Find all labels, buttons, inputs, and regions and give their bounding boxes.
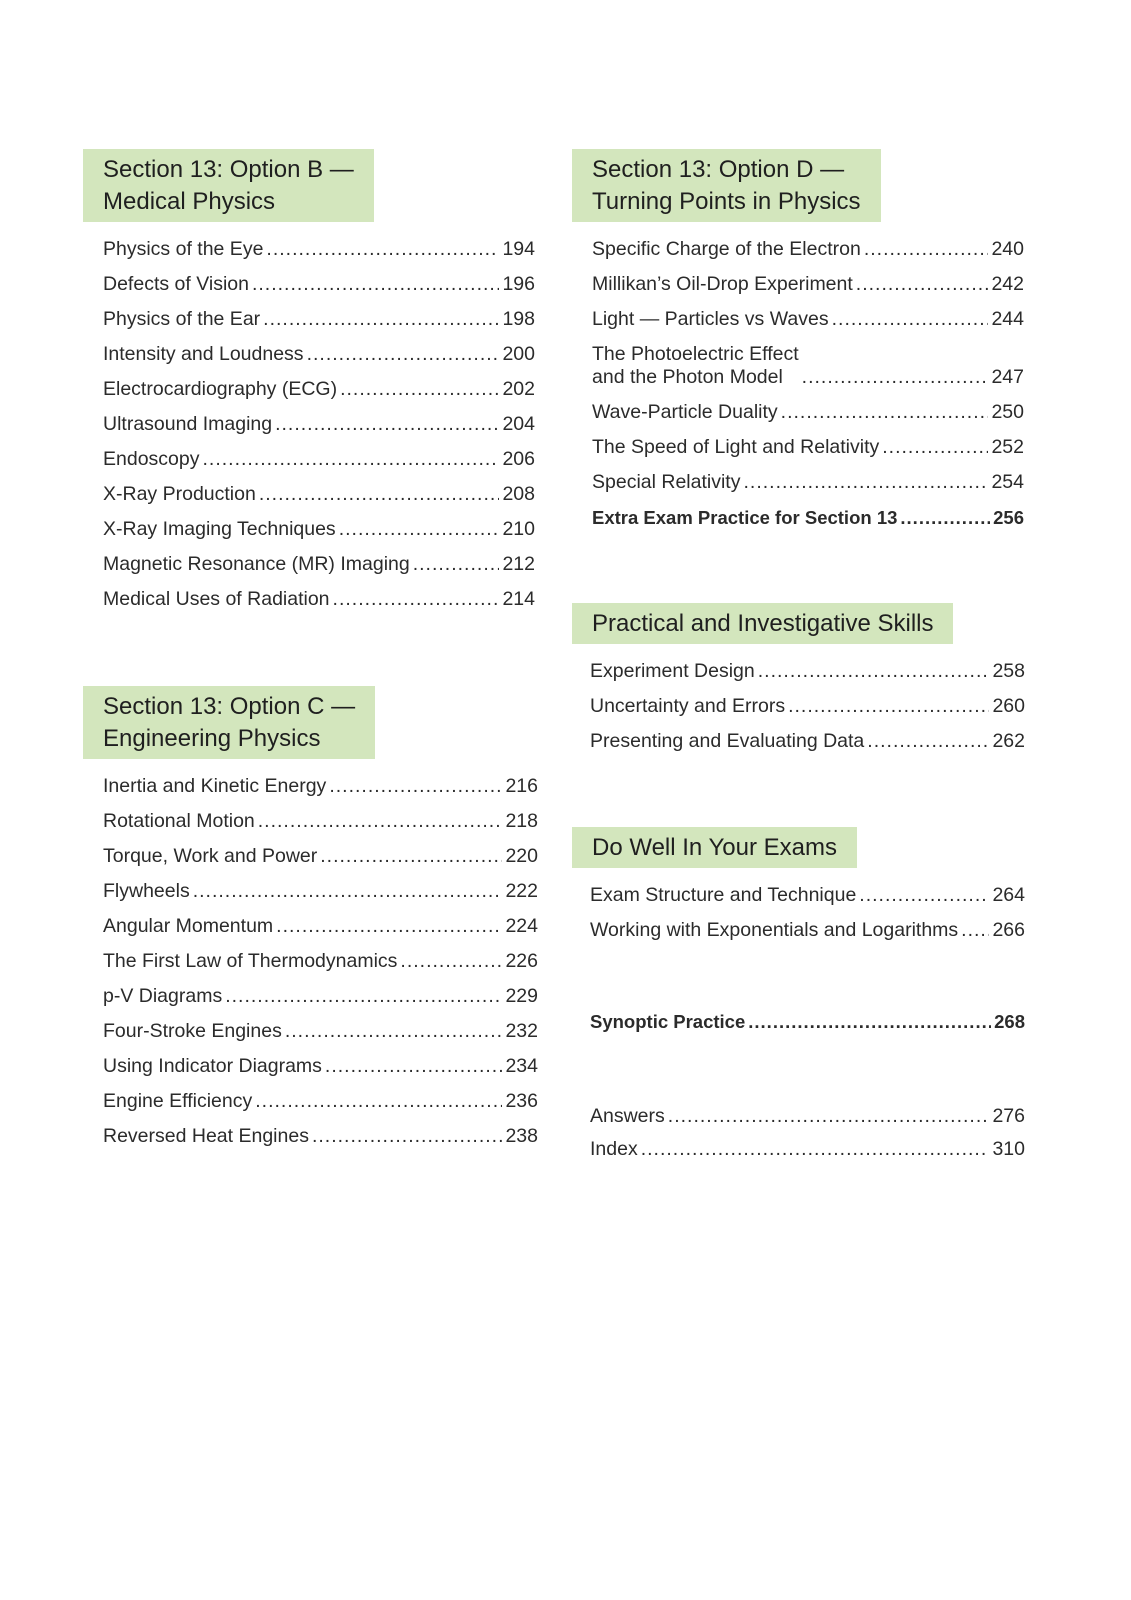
dot-leader [961,919,989,942]
toc-entry[interactable] [590,660,1025,683]
toc-entry[interactable] [103,518,535,541]
toc-entry[interactable] [103,343,535,366]
toc-entry[interactable] [103,273,535,296]
dot-leader [859,884,989,907]
heading-line: Engineering Physics [103,725,321,752]
entry-title: The Speed of Light and Relativity [592,436,880,458]
dot-leader [864,238,989,261]
toc-entry[interactable] [590,1138,1025,1161]
dot-leader [312,1125,503,1148]
heading-line: Turning Points in Physics [592,188,861,215]
entry-page: 266 [992,919,1025,941]
toc-entry[interactable] [103,238,535,261]
entry-page: 236 [505,1090,538,1112]
entry-title: Exam Structure and Technique [590,884,857,906]
entry-page: 234 [505,1055,538,1077]
entry-title: Rotational Motion [103,810,255,832]
entry-title: Experiment Design [590,660,755,682]
entry-title: Specific Charge of the Electron [592,238,861,260]
dot-leader [788,695,989,718]
entry-title: Reversed Heat Engines [103,1125,309,1147]
entry-title: Using Indicator Diagrams [103,1055,322,1077]
dot-leader [275,413,499,436]
section-exams [572,827,1025,954]
section-option-c [83,686,538,1160]
entry-title [592,343,799,389]
dot-leader [743,471,988,494]
toc-list [572,238,1024,529]
entry-page: 198 [502,308,535,330]
entry-title: The First Law of Thermodynamics [103,950,398,972]
toc-entry[interactable] [103,378,535,401]
section-option-d [572,149,1024,541]
entry-page: 247 [991,366,1024,388]
toc-entry[interactable] [103,448,535,471]
heading-line: Medical Physics [103,188,276,215]
entry-title: p-V Diagrams [103,985,223,1007]
dot-leader [668,1105,990,1128]
dot-leader [325,1055,503,1078]
toc-entry[interactable] [592,436,1024,459]
toc-entry[interactable] [592,273,1024,296]
heading-line: Do Well In Your Exams [592,834,838,861]
entry-title: Angular Momentum [103,915,274,937]
entry-title: Uncertainty and Errors [590,695,786,717]
entry-page: 202 [502,378,535,400]
dot-leader [781,401,989,424]
dot-leader [400,950,502,973]
entry-page: 260 [992,695,1025,717]
entry-page: 238 [505,1125,538,1147]
entry-page: 204 [502,413,535,435]
entry-page: 229 [505,985,538,1007]
dot-leader [867,730,989,753]
entry-page: 210 [502,518,535,540]
entry-title: X-Ray Production [103,483,256,505]
toc-entry[interactable] [590,1105,1025,1128]
entry-page: 258 [992,660,1025,682]
toc-entry[interactable] [103,950,538,973]
dot-leader [193,880,503,903]
entry-title: Engine Efficiency [103,1090,253,1112]
toc-entry[interactable] [590,884,1025,907]
entry-title: Ultrasound Imaging [103,413,273,435]
entry-title: Answers [590,1105,665,1127]
dot-leader [413,553,500,576]
section-heading [83,686,375,759]
section-heading [572,149,881,222]
toc-entry[interactable] [103,880,538,903]
heading-line: Section 13: Option C — [103,693,356,720]
entry-title: Physics of the Ear [103,308,261,330]
dot-leader [856,273,989,296]
heading-line: Section 13: Option B — [103,156,354,183]
entry-title: Four-Stroke Engines [103,1020,282,1042]
entry-title: Index [590,1138,638,1160]
toc-entry[interactable] [103,810,538,833]
toc-entry[interactable] [103,553,535,576]
entry-page: 256 [993,507,1024,528]
section-heading [83,149,374,222]
entry-page: 194 [502,238,535,260]
dot-leader [748,1010,991,1033]
section-heading [572,603,953,644]
dot-leader [252,273,499,296]
entry-title: Medical Uses of Radiation [103,588,330,610]
toc-entry[interactable] [592,343,1024,389]
entry-page: 240 [991,238,1024,260]
toc-list [83,775,538,1148]
section-practical-skills [572,603,1025,765]
answers-index [572,1105,1025,1173]
entry-page: 218 [505,810,538,832]
entry-title: Magnetic Resonance (MR) Imaging [103,553,410,575]
toc-entry[interactable] [103,1090,538,1113]
dot-leader [266,238,499,261]
entry-title: Torque, Work and Power [103,845,318,867]
dot-leader [258,810,503,833]
toc-entry[interactable] [103,413,535,436]
entry-page: 216 [505,775,538,797]
toc-entry[interactable] [592,471,1024,494]
toc-entry[interactable] [103,1055,538,1078]
dot-leader [276,915,502,938]
entry-page: 208 [502,483,535,505]
entry-title: Light — Particles vs Waves [592,308,829,330]
entry-page: 254 [991,471,1024,493]
dot-leader [202,448,499,471]
entry-page: 212 [502,553,535,575]
entry-title: X-Ray Imaging Techniques [103,518,336,540]
toc-entry[interactable] [590,1010,1025,1033]
dot-leader [340,378,499,401]
synoptic-practice [572,1010,1025,1045]
entry-page: 268 [994,1011,1025,1032]
section-heading [572,827,857,868]
toc-entry[interactable] [590,919,1025,942]
toc-entry[interactable] [103,308,535,331]
entry-page: 214 [502,588,535,610]
entry-title: Millikan’s Oil-Drop Experiment [592,273,853,295]
dot-leader [802,366,989,389]
entry-title: Electrocardiography (ECG) [103,378,338,400]
entry-page: 220 [505,845,538,867]
entry-title: Endoscopy [103,448,200,470]
toc-entry[interactable] [592,308,1024,331]
entry-title: Intensity and Loudness [103,343,304,365]
dot-leader [225,985,502,1008]
toc-entry[interactable] [592,506,1024,529]
dot-leader [832,308,989,331]
entry-title: Wave-Particle Duality [592,401,778,423]
entry-title: Presenting and Evaluating Data [590,730,865,752]
heading-line: Practical and Investigative Skills [592,610,934,637]
entry-title: Extra Exam Practice for Section 13 [592,507,898,528]
heading-line: Section 13: Option D — [592,156,845,183]
entry-title: Flywheels [103,880,190,902]
section-option-b [83,149,535,623]
dot-leader [307,343,500,366]
entry-title: Synoptic Practice [590,1011,746,1032]
toc-entry[interactable] [103,915,538,938]
entry-page: 242 [991,273,1024,295]
dot-leader [259,483,500,506]
dot-leader [329,775,502,798]
toc-entry[interactable] [103,483,535,506]
toc-entry[interactable] [103,1125,538,1148]
entry-page: 264 [992,884,1025,906]
entry-page: 262 [992,730,1025,752]
entry-title-line: and the Photon Model [592,366,783,388]
entry-title: Special Relativity [592,471,741,493]
dot-leader [320,845,502,868]
dot-leader [758,660,990,683]
entry-page: 276 [992,1105,1025,1127]
dot-leader [263,308,499,331]
entry-page: 252 [991,436,1024,458]
entry-page: 310 [992,1138,1025,1160]
toc-entry[interactable] [592,238,1024,261]
entry-page: 222 [505,880,538,902]
dot-leader [255,1090,502,1113]
entry-page: 200 [502,343,535,365]
toc-entry[interactable] [590,730,1025,753]
entry-title-line: The Photoelectric Effect [592,343,799,365]
entry-title: Inertia and Kinetic Energy [103,775,327,797]
toc-entry[interactable] [103,1020,538,1043]
entry-page: 226 [505,950,538,972]
toc-entry[interactable] [103,985,538,1008]
toc-entry[interactable] [590,695,1025,718]
toc-entry[interactable] [592,401,1024,424]
dot-leader [333,588,500,611]
entry-page: 224 [505,915,538,937]
entry-title: Defects of Vision [103,273,249,295]
entry-page: 250 [991,401,1024,423]
toc-entry[interactable] [103,588,535,611]
toc-entry[interactable] [103,775,538,798]
toc-list [572,884,1025,942]
entry-page: 196 [502,273,535,295]
toc-entry[interactable] [103,845,538,868]
dot-leader [641,1138,990,1161]
dot-leader [285,1020,503,1043]
dot-leader [882,436,988,459]
toc-list [83,238,535,611]
toc-list [572,660,1025,753]
dot-leader [900,506,990,529]
dot-leader [339,518,500,541]
entry-page: 244 [991,308,1024,330]
entry-title: Physics of the Eye [103,238,264,260]
entry-title: Working with Exponentials and Logarithms [590,919,959,941]
entry-page: 206 [502,448,535,470]
entry-page: 232 [505,1020,538,1042]
